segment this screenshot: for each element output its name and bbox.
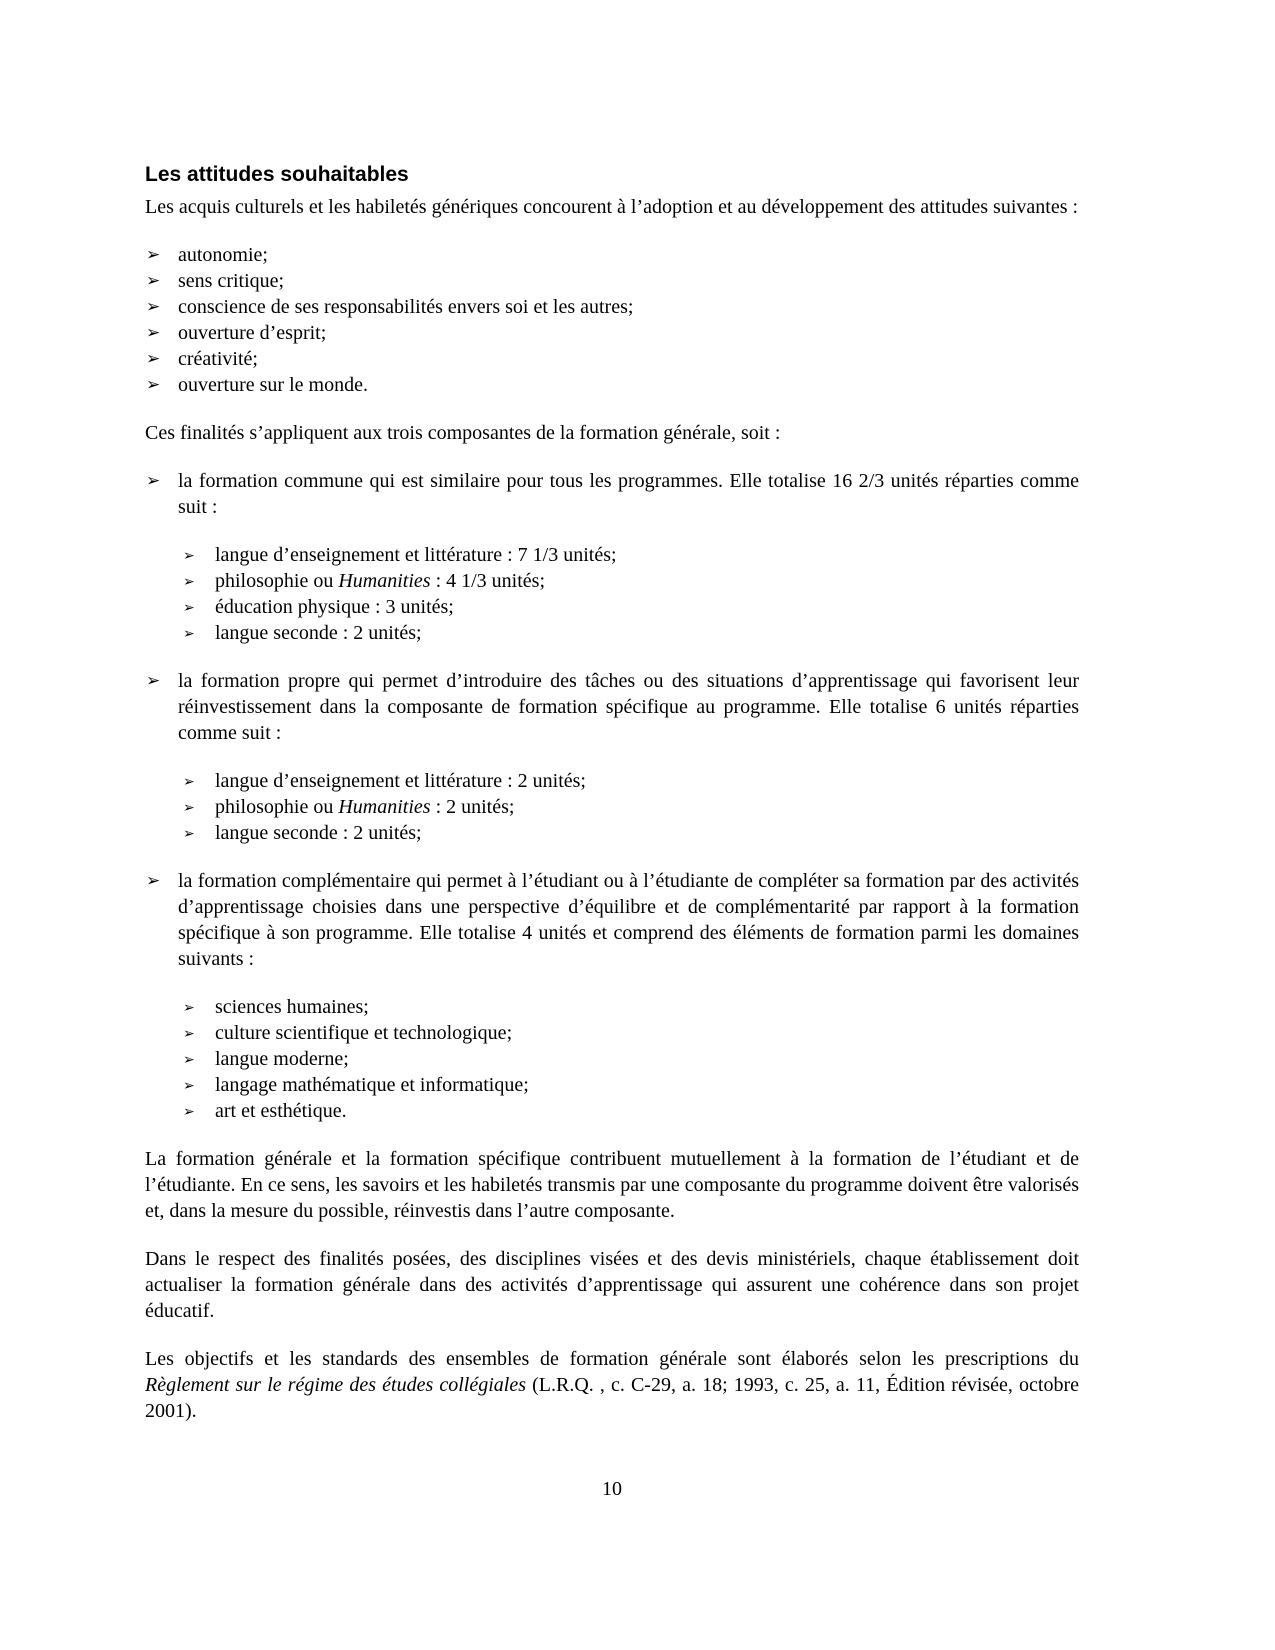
arrow-bullet-icon: ➢ <box>146 349 161 369</box>
arrow-bullet-icon: ➢ <box>146 871 161 891</box>
arrow-bullet-icon: ➢ <box>183 1000 195 1016</box>
content-area <box>145 162 1079 1424</box>
component-lead <box>145 668 1079 746</box>
intro-paragraph: Les acquis culturels et les habiletés génériques concourent à l’adoption et au développement des attitudes suivantes : <box>145 196 1079 218</box>
arrow-bullet-icon: ➢ <box>183 1104 195 1120</box>
list-item-text: ouverture d’esprit; <box>178 322 327 344</box>
text-run: (L.R.Q. , c. C-29, a. 18; 1993, c. 25, a. 11, Édition révisée, octobre 2001). <box>145 1374 1079 1422</box>
sub-list-item-text: éducation physique : 3 unités; <box>215 596 454 618</box>
sub-list-item <box>145 1072 1079 1098</box>
arrow-bullet-icon: ➢ <box>183 774 195 790</box>
arrow-bullet-icon: ➢ <box>146 245 161 265</box>
list-item <box>145 372 1079 398</box>
component-lead <box>145 868 1079 972</box>
list-item-text: ouverture sur le monde. <box>178 374 368 396</box>
component-lead-text: la formation complémentaire qui permet à l’étudiant ou à l’étudiante de compléter sa formation par des activités d’apprentissage choisies dans une perspective d’équilibre et de complémentarité par rapport à la formation spécifique à son programme. Elle totalise 4 unités et comprend des éléments de formation parmi les domaines suivants : <box>178 870 1079 970</box>
italic-text: Humanities <box>338 796 431 818</box>
sub-list-item-text <box>215 796 514 818</box>
text-run: philosophie ou <box>215 796 339 818</box>
arrow-bullet-icon: ➢ <box>146 375 161 395</box>
sub-list-item-text <box>215 570 545 592</box>
sub-list-item-text: art et esthétique. <box>215 1100 347 1122</box>
sub-list-item-text: culture scientifique et technologique; <box>215 1022 513 1044</box>
section-heading: Les attitudes souhaitables <box>145 163 409 186</box>
list-item <box>145 294 1079 320</box>
sub-list-item-text: langue d’enseignement et littérature : 2 unités; <box>215 770 586 792</box>
text-run: : 4 1/3 unités; <box>430 570 546 592</box>
component-lead <box>145 468 1079 520</box>
arrow-bullet-icon: ➢ <box>183 600 195 616</box>
arrow-bullet-icon: ➢ <box>146 323 161 343</box>
sub-list-item <box>145 594 1079 620</box>
arrow-bullet-icon: ➢ <box>183 800 195 816</box>
italic-text: Règlement sur le régime des études collégiales <box>145 1374 526 1396</box>
arrow-bullet-icon: ➢ <box>146 671 161 691</box>
list-item-text: sens critique; <box>178 270 285 292</box>
sub-list-item <box>145 542 1079 568</box>
sub-list-item <box>145 1098 1079 1124</box>
page-number: 10 <box>602 1478 622 1500</box>
arrow-bullet-icon: ➢ <box>183 826 195 842</box>
sub-list-item-text: langue d’enseignement et littérature : 7 1/3 unités; <box>215 544 617 566</box>
sub-list-item-text: sciences humaines; <box>215 996 369 1018</box>
component-formation-commune <box>145 468 1079 646</box>
sub-list-item-text: langage mathématique et informatique; <box>215 1074 529 1096</box>
italic-text: Humanities <box>338 570 431 592</box>
list-item <box>145 346 1079 372</box>
text-run: : 2 unités; <box>430 796 515 818</box>
sub-list-item <box>145 820 1079 846</box>
sub-list <box>145 542 1079 646</box>
arrow-bullet-icon: ➢ <box>183 548 195 564</box>
component-lead-text: la formation propre qui permet d’introduire des tâches ou des situations d’apprentissage qui favorisent leur réinvestissement dans la composante de formation spécifique au programme. Elle totalise 6 unités réparties comme suit : <box>178 670 1079 744</box>
finalites-paragraph: Ces finalités s’appliquent aux trois composantes de la formation générale, soit : <box>145 422 781 444</box>
component-formation-complementaire <box>145 868 1079 1124</box>
closing-paragraph-2: Dans le respect des finalités posées, des disciplines visées et des devis ministériels, chaque établissement doit actualiser la formation générale dans des activités d’apprentissage qui assurent une cohérence dans son projet éducatif. <box>145 1248 1079 1322</box>
attitudes-list <box>145 242 1079 398</box>
list-item <box>145 268 1079 294</box>
arrow-bullet-icon: ➢ <box>146 471 161 491</box>
sub-list <box>145 994 1079 1124</box>
text-run: Les objectifs et les standards des ensembles de formation générale sont élaborés selon les prescriptions du <box>145 1348 1079 1370</box>
sub-list <box>145 768 1079 846</box>
sub-list-item <box>145 568 1079 594</box>
arrow-bullet-icon: ➢ <box>183 626 195 642</box>
arrow-bullet-icon: ➢ <box>146 297 161 317</box>
sub-list-item <box>145 620 1079 646</box>
arrow-bullet-icon: ➢ <box>146 271 161 291</box>
sub-list-item <box>145 768 1079 794</box>
arrow-bullet-icon: ➢ <box>183 574 195 590</box>
closing-paragraph-3 <box>145 1346 1079 1424</box>
list-item-text: créativité; <box>178 348 258 370</box>
sub-list-item-text: langue seconde : 2 unités; <box>215 822 422 844</box>
closing-paragraph-1: La formation générale et la formation spécifique contribuent mutuellement à la formation de l’étudiant et de l’étudiante. En ce sens, les savoirs et les habiletés transmis par une composante du programme doivent être valorisés et, dans la mesure du possible, réinvestis dans l’autre composante. <box>145 1148 1079 1222</box>
text-run: philosophie ou <box>215 570 339 592</box>
component-formation-propre <box>145 668 1079 846</box>
sub-list-item <box>145 1020 1079 1046</box>
arrow-bullet-icon: ➢ <box>183 1052 195 1068</box>
list-item <box>145 242 1079 268</box>
sub-list-item <box>145 994 1079 1020</box>
list-item-text: autonomie; <box>178 244 268 266</box>
list-item <box>145 320 1079 346</box>
component-lead-text: la formation commune qui est similaire pour tous les programmes. Elle totalise 16 2/3 unités réparties comme suit : <box>178 470 1079 518</box>
sub-list-item <box>145 1046 1079 1072</box>
arrow-bullet-icon: ➢ <box>183 1026 195 1042</box>
list-item-text: conscience de ses responsabilités envers soi et les autres; <box>178 296 634 318</box>
sub-list-item-text: langue seconde : 2 unités; <box>215 622 422 644</box>
sub-list-item-text: langue moderne; <box>215 1048 349 1070</box>
arrow-bullet-icon: ➢ <box>183 1078 195 1094</box>
sub-list-item <box>145 794 1079 820</box>
